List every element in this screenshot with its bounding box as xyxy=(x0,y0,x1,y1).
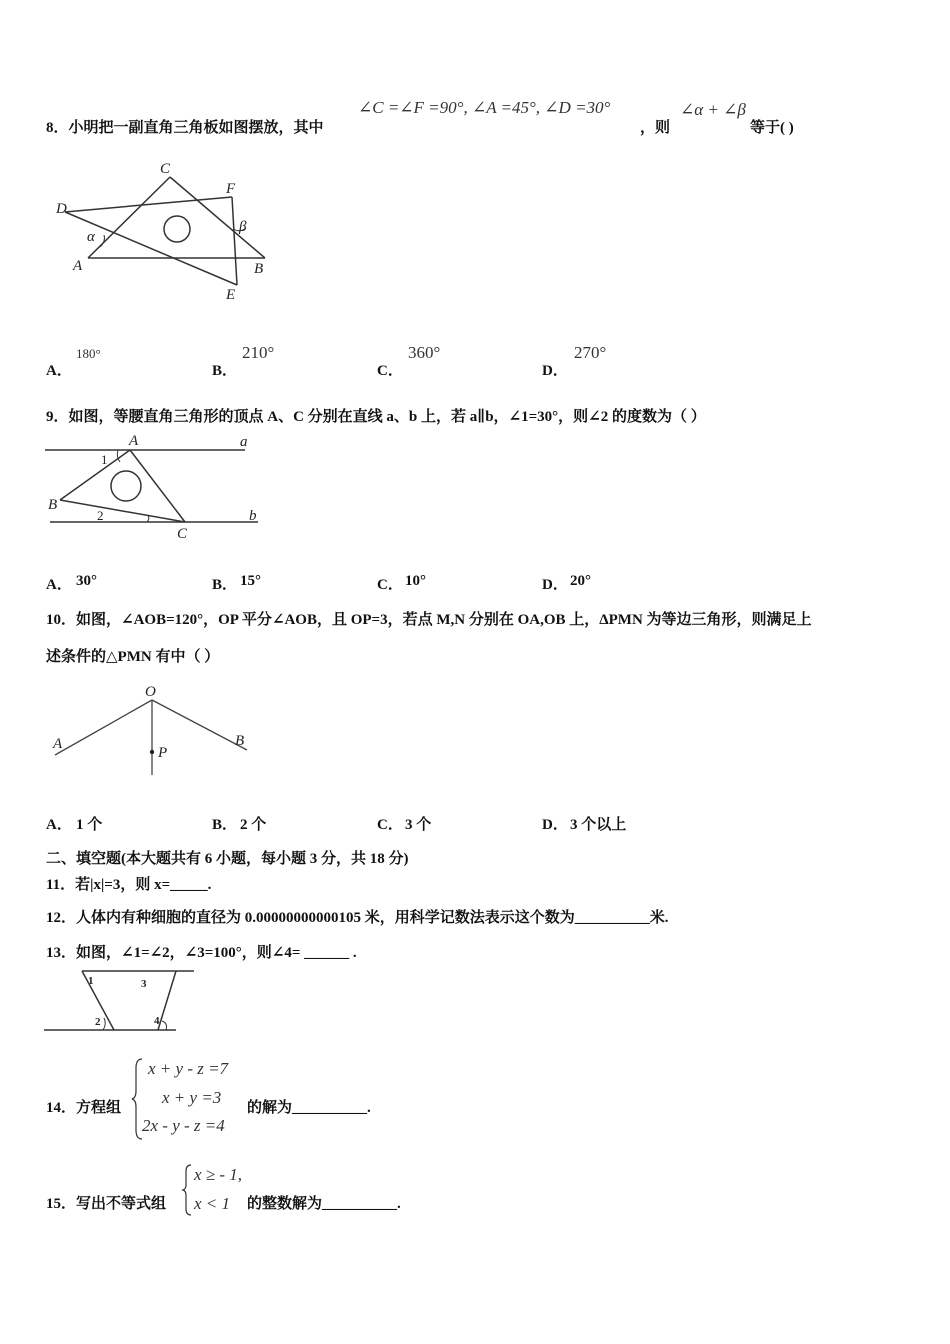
q8-figure xyxy=(40,155,280,305)
q8-expr: ∠α + ∠β xyxy=(680,100,746,119)
q10-point-P xyxy=(150,750,154,754)
q13-angle4-arc xyxy=(162,1021,167,1030)
q9-label-2: 2 xyxy=(97,508,104,523)
q10-option-d-label: D． xyxy=(542,817,568,833)
q9-label-a: a xyxy=(240,434,248,450)
q9-option-b-value: 15° xyxy=(240,573,261,589)
q9-label-C: C xyxy=(177,526,188,542)
q9-option-d-value: 20° xyxy=(570,573,591,589)
q10-line2: 述条件的△PMN 有中（ ） xyxy=(46,649,220,665)
q8-label-B: B xyxy=(254,261,264,277)
q9-option-c-label: C． xyxy=(377,577,403,593)
q14-eq3: 2x - y - z =4 xyxy=(142,1116,225,1135)
q11-text: 11．若|x|=3，则 x=_____. xyxy=(46,877,212,893)
q10-label-A: A xyxy=(53,736,63,752)
q8-hole xyxy=(164,216,190,242)
q8-suffix: 等于( ) xyxy=(750,120,794,136)
q8-option-d-value: 270° xyxy=(574,343,607,362)
q9-option-b-label: B． xyxy=(212,577,238,593)
q10-ray-OA xyxy=(55,700,152,755)
q9-text: 9．如图，等腰直角三角形的顶点 A、C 分别在直线 a、b 上，若 a∥b，∠1=30°，则∠2 的度数为（ ） xyxy=(46,409,706,425)
q9-side-AB xyxy=(60,450,130,500)
q10-option-c-label: C． xyxy=(377,817,403,833)
q9-label-A: A xyxy=(129,433,139,449)
q10-option-b-label: B． xyxy=(212,817,238,833)
q9-label-b: b xyxy=(249,508,257,524)
q9-option-a-label: A． xyxy=(46,577,72,593)
q8-option-a-label: A． xyxy=(46,363,72,379)
q8-option-b-value: 210° xyxy=(242,343,275,362)
q8-line-DE xyxy=(65,212,237,285)
q8-condition: ∠C =∠F =90°, ∠A =45°, ∠D =30° xyxy=(358,98,611,117)
q9-hole xyxy=(111,471,141,501)
q8-label-F: F xyxy=(226,181,236,197)
q15-ineq1: x ≥ - 1, xyxy=(194,1165,243,1184)
q9-side-AC xyxy=(130,450,185,522)
q15-prefix: 15．写出不等式组 xyxy=(46,1196,167,1212)
q15-ineq2: x < 1 xyxy=(194,1194,231,1213)
q13-label-1: 1 xyxy=(88,975,94,987)
q13-label-4: 4 xyxy=(154,1015,160,1027)
q8-label-alpha: α xyxy=(87,229,95,245)
q12-text: 12．人体内有种细胞的直径为 0.00000000000105 米，用科学记数法表示这个数为__________米. xyxy=(46,910,669,926)
q15-suffix: 的整数解为__________. xyxy=(247,1196,401,1212)
q8-option-d-label: D． xyxy=(542,363,568,379)
q10-option-a-label: A． xyxy=(46,817,72,833)
q8-option-c-label: C． xyxy=(377,363,403,379)
q14-prefix: 14．方程组 xyxy=(46,1100,122,1116)
q13-angle2-arc xyxy=(103,1018,105,1030)
q13-right-edge xyxy=(158,971,176,1030)
q10-option-d-value: 3 个以上 xyxy=(570,817,627,833)
q10-label-B: B xyxy=(235,733,245,749)
q9-side-BC xyxy=(60,500,185,522)
q8-line-AC xyxy=(88,177,170,258)
q10-line1: 10．如图，∠AOB=120°，OP 平分∠AOB，且 OP=3，若点 M,N 分别在 OA,OB 上，ΔPMN 为等边三角形，则满足上 xyxy=(46,612,812,628)
q13-figure xyxy=(44,968,184,1038)
q8-prefix: 8．小明把一副直角三角板如图摆放，其中 xyxy=(46,120,324,136)
q13-text: 13．如图，∠1=∠2，∠3=100°，则∠4= ______ . xyxy=(46,945,357,961)
q13-label-3: 3 xyxy=(141,978,147,990)
q9-option-c-value: 10° xyxy=(405,573,426,589)
q10-label-P: P xyxy=(158,745,168,761)
q10-option-c-value: 3 个 xyxy=(405,817,432,833)
q10-option-b-value: 2 个 xyxy=(240,817,267,833)
q8-option-c-value: 360° xyxy=(408,343,441,362)
q8-mid: ，则 xyxy=(640,120,671,136)
q9-angle1-arc xyxy=(117,450,120,462)
q10-ray-OB xyxy=(152,700,247,750)
q9-label-B: B xyxy=(48,497,58,513)
q8-label-A: A xyxy=(73,258,83,274)
q8-label-D: D xyxy=(56,201,67,217)
section2-heading: 二、填空题(本大题共有 6 小题，每小题 3 分，共 18 分) xyxy=(46,851,409,867)
q9-label-1: 1 xyxy=(101,452,108,467)
q9-option-a-value: 30° xyxy=(76,573,97,589)
q9-figure xyxy=(40,432,270,547)
q10-figure xyxy=(45,682,265,782)
q10-option-a-value: 1 个 xyxy=(76,817,103,833)
q8-label-C: C xyxy=(160,161,171,177)
q14-eq1: x + y - z =7 xyxy=(148,1059,229,1078)
q14-suffix: 的解为__________. xyxy=(247,1100,371,1116)
q8-label-E: E xyxy=(226,287,236,303)
q8-option-a-value: 180° xyxy=(76,346,101,361)
q9-option-d-label: D． xyxy=(542,577,568,593)
q14-eq2: x + y =3 xyxy=(162,1088,222,1107)
q13-label-2: 2 xyxy=(95,1016,101,1028)
q10-label-O: O xyxy=(145,684,156,700)
q15-brace xyxy=(183,1164,193,1216)
q8-label-beta: β xyxy=(239,219,247,235)
q8-line-FE xyxy=(232,197,237,285)
q8-option-b-label: B． xyxy=(212,363,238,379)
